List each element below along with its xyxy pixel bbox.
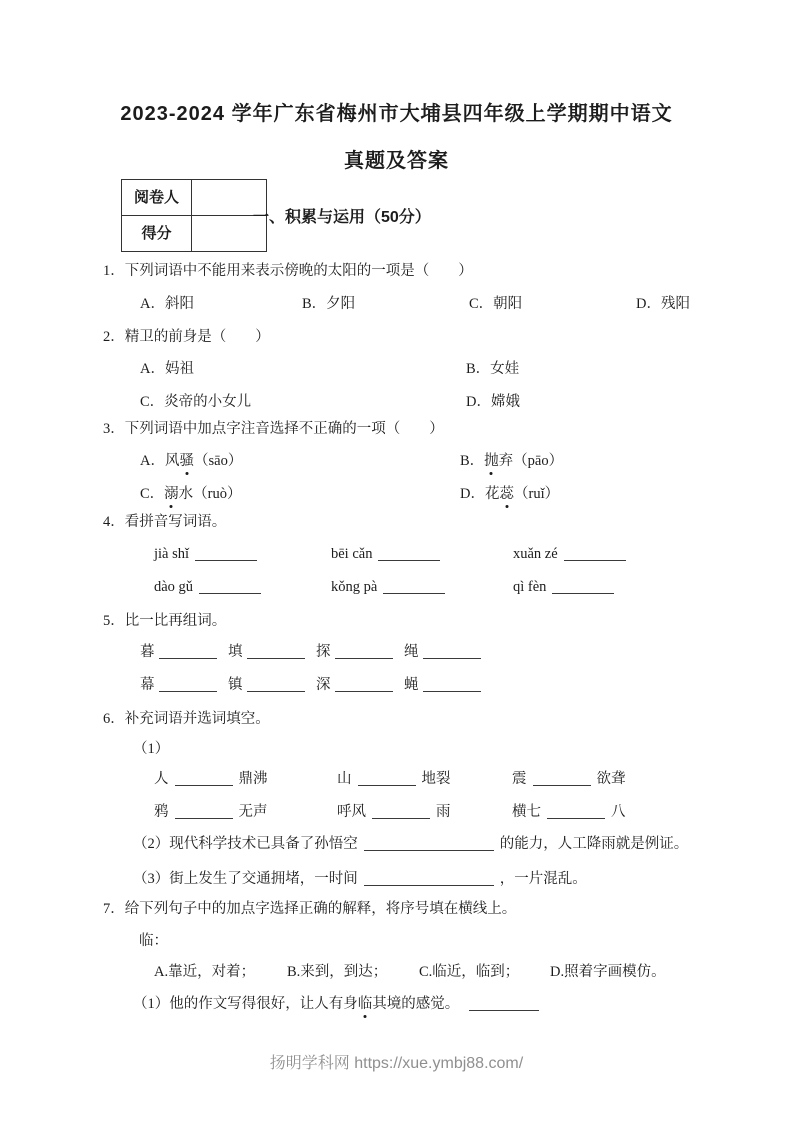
q3-option-b [460, 451, 563, 471]
q6-sub3-post: ，一片混乱。 [499, 871, 587, 887]
q6-sub3-blank [364, 870, 494, 886]
q6-item-6 [512, 802, 626, 822]
q5-blank-5 [159, 676, 217, 692]
q7-option-c: C.临近，临到； [419, 964, 520, 980]
q4-blank-6 [552, 578, 614, 594]
q4-pinyin-3: xuǎn zé [513, 546, 558, 562]
q5-item-5 [140, 675, 228, 695]
q1-option-d: D．残阳 [636, 296, 690, 312]
q3-option-a [140, 451, 460, 471]
q4-pinyin-1: jià shǐ [154, 546, 190, 562]
q4-pinyin-5: kǒng pà [331, 579, 378, 595]
grader-label: 阅卷人 [122, 180, 192, 215]
q6-sub1-label: （1） [133, 741, 170, 757]
q7-sub1-post: 其境的感觉。 [372, 996, 460, 1012]
q4-pinyin-6: qì fèn [513, 579, 547, 595]
q3-option-c-post: 水（ruò） [178, 486, 242, 502]
q6-item-3 [512, 769, 626, 789]
q5-item-3 [316, 642, 404, 662]
q4-item-1 [154, 544, 331, 564]
q1-option-c: C．朝阳 [469, 296, 523, 312]
q5-blank-6 [247, 676, 305, 692]
q6-row-1 [154, 769, 626, 789]
q5-char-5: 幕 [140, 677, 155, 693]
q3-option-b-pre: B． [460, 453, 485, 469]
q3-option-d [460, 484, 559, 504]
q6-blank-4 [175, 803, 233, 819]
q3-option-d-dotted-char: 蕊 [499, 486, 514, 502]
q6-blank-6 [547, 803, 605, 819]
q5-char-2: 填 [228, 644, 243, 660]
q7-option-d: D.照着字画模仿。 [550, 964, 666, 980]
score-table-row-score [122, 216, 266, 251]
page-title-line1: 2023-2024 学年广东省梅州市大埔县四年级上学期期中语文 [120, 103, 673, 125]
q5-row-2 [140, 675, 481, 695]
q2-options-row-1 [140, 359, 519, 379]
q3-options-row-2 [140, 484, 559, 504]
q4-stem: 4．看拼音写词语。 [103, 514, 227, 530]
q5-item-4 [404, 642, 481, 662]
q3-stem: 3．下列词语中加点字注音选择不正确的一项（ ） [103, 421, 444, 437]
footer-site-link[interactable]: 扬明学科网 https://xue.ymbj88.com/ [269, 1055, 524, 1072]
q2-stem: 2．精卫的前身是（ ） [103, 329, 270, 345]
q1-option-b: B．夕阳 [302, 296, 356, 312]
q4-blank-2 [378, 545, 440, 561]
q1-option-a: A．斜阳 [140, 296, 194, 312]
q4-row-2 [154, 577, 614, 597]
q1-options-row [140, 294, 690, 314]
q6-item-2-pre: 山 [337, 771, 352, 787]
q3-option-c [140, 484, 460, 504]
q5-blank-4 [423, 643, 481, 659]
q4-blank-5 [383, 578, 445, 594]
score-table [121, 179, 267, 252]
score-table-row-grader [122, 180, 266, 216]
q5-char-7: 深 [316, 677, 331, 693]
q6-item-4-post: 无声 [238, 804, 268, 820]
q4-item-6 [513, 577, 614, 597]
q5-row-1 [140, 642, 481, 662]
q1-stem: 1．下列词语中不能用来表示傍晚的太阳的一项是（ ） [103, 263, 473, 279]
q6-blank-2 [358, 770, 416, 786]
q7-sub1-dotted-char: 临 [357, 996, 373, 1012]
q4-item-4 [154, 577, 331, 597]
q5-item-6 [228, 675, 316, 695]
q5-item-8 [404, 675, 481, 695]
page-title-line2: 真题及答案 [344, 150, 449, 172]
q6-item-5-post: 雨 [436, 804, 451, 820]
q6-row-2 [154, 802, 626, 822]
q6-item-5 [337, 802, 512, 822]
q6-blank-1 [175, 770, 233, 786]
q6-item-2-post: 地裂 [421, 771, 451, 787]
q6-sub2-post: 的能力，人工降雨就是例证。 [499, 836, 689, 852]
q6-sub3-pre: （3）街上发生了交通拥堵，一时间 [133, 871, 358, 887]
q5-item-1 [140, 642, 228, 662]
q7-sub1 [133, 994, 539, 1014]
q5-blank-7 [335, 676, 393, 692]
q7-key-char: 临： [139, 933, 168, 949]
q6-blank-3 [533, 770, 591, 786]
q3-option-a-dotted-char: 骚 [179, 453, 194, 469]
q5-char-8: 蝇 [404, 677, 419, 693]
q6-sub2-pre: （2）现代科学技术已具备了孙悟空 [133, 836, 358, 852]
q4-pinyin-2: bēi cǎn [331, 546, 373, 562]
q6-item-3-post: 欲聋 [596, 771, 626, 787]
q5-char-1: 暮 [140, 644, 155, 660]
q5-char-4: 绳 [404, 644, 419, 660]
q3-option-c-dotted-char: 溺 [164, 486, 179, 502]
q4-blank-4 [199, 578, 261, 594]
q4-row-1 [154, 544, 626, 564]
score-label: 得分 [122, 216, 192, 251]
q3-option-a-pre: A．风 [140, 453, 180, 469]
q6-stem: 6．补充词语并选词填空。 [103, 711, 270, 727]
q3-option-c-pre: C． [140, 486, 165, 502]
q6-sub2 [133, 834, 688, 854]
q3-option-d-post: （ruǐ） [513, 486, 560, 502]
q4-pinyin-4: dào gǔ [154, 579, 194, 595]
q6-item-1-post: 鼎沸 [238, 771, 268, 787]
q6-sub3 [133, 869, 587, 889]
q6-blank-5 [372, 803, 430, 819]
q4-item-2 [331, 544, 513, 564]
q2-options-row-2 [140, 392, 520, 412]
q5-blank-3 [335, 643, 393, 659]
q3-option-b-post: 弃（pāo） [498, 453, 564, 469]
q5-stem: 5．比一比再组词。 [103, 613, 227, 629]
q6-item-5-pre: 呼风 [337, 804, 366, 820]
q3-option-a-post: （sāo） [193, 453, 243, 469]
q5-blank-2 [247, 643, 305, 659]
q6-item-3-pre: 震 [512, 771, 527, 787]
q7-options-row [154, 962, 666, 982]
q2-option-b: B．女娃 [466, 361, 520, 377]
q3-option-b-dotted-char: 抛 [484, 453, 499, 469]
q5-blank-1 [159, 643, 217, 659]
q6-sub2-blank [364, 835, 494, 851]
q7-sub1-blank [469, 995, 539, 1011]
q4-blank-3 [564, 545, 626, 561]
q4-item-5 [331, 577, 513, 597]
q5-char-6: 镇 [228, 677, 243, 693]
q7-option-a: A.靠近，对着； [154, 964, 256, 980]
footer [0, 1050, 793, 1073]
q5-item-2 [228, 642, 316, 662]
q6-item-4-pre: 鸦 [154, 804, 169, 820]
q3-option-d-pre: D．花 [460, 486, 500, 502]
q6-item-6-post: 八 [611, 804, 626, 820]
q7-sub1-pre: （1）他的作文写得很好，让人有身 [133, 996, 358, 1012]
q2-option-d: D．嫦娥 [466, 394, 520, 410]
q4-item-3 [513, 544, 626, 564]
q2-option-c: C．炎帝的小女儿 [140, 394, 252, 410]
q5-blank-8 [423, 676, 481, 692]
q5-char-3: 探 [316, 644, 331, 660]
q6-item-6-pre: 横七 [512, 804, 541, 820]
q6-item-4 [154, 802, 337, 822]
q3-options-row-1 [140, 451, 563, 471]
q5-item-7 [316, 675, 404, 695]
q7-stem: 7．给下列句子中的加点字选择正确的解释，将序号填在横线上。 [103, 901, 517, 917]
q6-item-2 [337, 769, 512, 789]
q6-item-1-pre: 人 [154, 771, 169, 787]
q4-blank-1 [195, 545, 257, 561]
section-1-heading: 一、积累与运用（50分） [253, 209, 431, 226]
q7-option-b: B.来到，到达； [287, 964, 388, 980]
q2-option-a: A．妈祖 [140, 361, 194, 377]
q6-item-1 [154, 769, 337, 789]
